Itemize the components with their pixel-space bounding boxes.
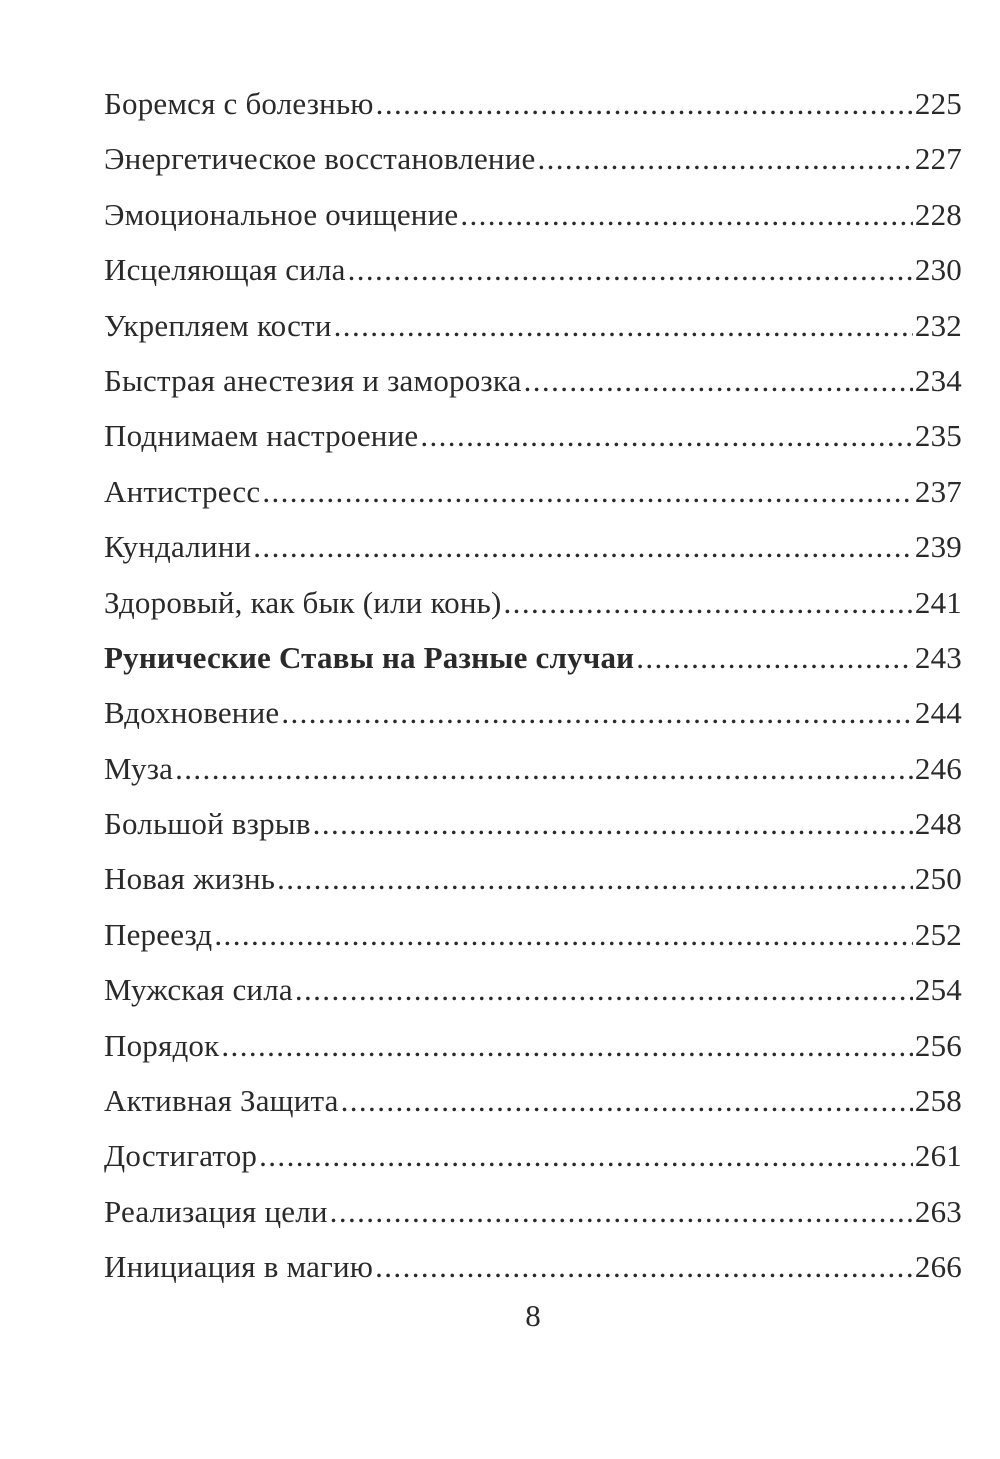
page-number: 8 xyxy=(525,1298,541,1333)
toc-entry xyxy=(104,187,962,242)
toc-entry xyxy=(104,298,962,353)
toc-entry-title: Мужская сила xyxy=(104,972,293,1008)
toc-entry xyxy=(104,741,962,796)
toc-section-title: Рунические Ставы на Разные случаи xyxy=(104,639,635,675)
toc-entry-title: Эмоциональное очищение xyxy=(104,196,459,232)
toc-entry xyxy=(104,131,962,186)
dot-leader xyxy=(341,1073,913,1128)
toc-entry xyxy=(104,1128,962,1183)
toc-entry-page: 244 xyxy=(914,695,962,731)
dot-leader xyxy=(334,298,913,353)
toc-entry xyxy=(104,685,962,740)
toc-entry-title: Поднимаем настроение xyxy=(104,418,419,454)
toc-entry xyxy=(104,796,962,851)
dot-leader xyxy=(175,741,913,796)
dot-leader xyxy=(504,575,913,630)
dot-leader xyxy=(375,1239,913,1294)
toc-entry-page: 225 xyxy=(914,86,962,121)
toc-entry-title: Муза xyxy=(104,750,174,786)
toc-entry-title: Новая жизнь xyxy=(104,861,276,897)
toc-entry xyxy=(104,353,962,408)
dot-leader xyxy=(348,242,913,297)
toc-entry xyxy=(104,1184,962,1239)
toc-entry-page: 261 xyxy=(914,1138,962,1174)
toc-entry-title: Кундалини xyxy=(104,529,252,565)
toc-entry xyxy=(104,1018,962,1073)
toc-entry-page: 243 xyxy=(914,639,962,675)
toc-entry xyxy=(104,907,962,962)
dot-leader xyxy=(330,1184,913,1239)
toc-entry-page: 250 xyxy=(914,861,962,897)
dot-leader xyxy=(420,408,913,463)
dot-leader xyxy=(262,464,913,519)
dot-leader xyxy=(636,630,913,685)
dot-leader xyxy=(460,187,913,242)
toc-entry-page: 235 xyxy=(914,418,962,454)
toc-entry xyxy=(104,408,962,463)
toc-entry-page: 246 xyxy=(914,750,962,786)
toc-entry-title: Инициация в магию xyxy=(104,1249,374,1285)
dot-leader xyxy=(253,519,913,574)
toc-entry-title: Порядок xyxy=(104,1027,220,1063)
dot-leader xyxy=(221,1018,913,1073)
toc-entry xyxy=(104,76,962,131)
toc-entry-page: 237 xyxy=(914,473,962,509)
toc-entry xyxy=(104,1239,962,1294)
toc-entry-page: 230 xyxy=(914,252,962,288)
toc-entry-title: Исцеляющая сила xyxy=(104,252,346,288)
toc-entry-page: 228 xyxy=(914,196,962,232)
toc-entry xyxy=(104,575,962,630)
toc-entry-title: Антистресс xyxy=(104,473,261,509)
toc-entry-title: Быстрая анестезия и заморозка xyxy=(104,362,522,398)
toc-entry-page: 234 xyxy=(914,362,962,398)
dot-leader xyxy=(313,796,913,851)
toc-entry-title: Достигатор xyxy=(104,1138,258,1174)
dot-leader xyxy=(295,962,913,1017)
toc-entry-page: 254 xyxy=(914,972,962,1008)
toc-entry-page: 258 xyxy=(914,1083,962,1119)
toc-entry-page: 256 xyxy=(914,1027,962,1063)
toc-entry-page: 241 xyxy=(914,584,962,620)
toc-entry xyxy=(104,519,962,574)
toc-entry-page: 266 xyxy=(914,1249,962,1285)
dot-leader xyxy=(524,353,913,408)
toc-entry xyxy=(104,464,962,519)
toc-entry-title: Большой взрыв xyxy=(104,806,311,842)
toc-entry-title: Активная Защита xyxy=(104,1083,339,1119)
dot-leader xyxy=(281,685,913,740)
dot-leader xyxy=(277,851,913,906)
toc-entry-page: 227 xyxy=(914,141,962,177)
toc-entry-title: Вдохновение xyxy=(104,695,280,731)
toc-section-heading xyxy=(104,630,962,685)
toc-entry-page: 263 xyxy=(914,1193,962,1229)
table-of-contents xyxy=(104,76,962,1295)
dot-leader xyxy=(214,907,912,962)
toc-entry-title: Боремся с болезнью xyxy=(104,86,374,121)
toc-entry-page: 252 xyxy=(914,916,962,952)
toc-entry-title: Энергетическое восстановление xyxy=(104,141,536,177)
toc-entry-title: Реализация цели xyxy=(104,1193,328,1229)
toc-entry-page: 232 xyxy=(914,307,962,343)
toc-entry-title: Укрепляем кости xyxy=(104,307,332,343)
dot-leader xyxy=(537,131,912,186)
toc-entry xyxy=(104,242,962,297)
toc-entry-page: 239 xyxy=(914,529,962,565)
toc-entry-page: 248 xyxy=(914,806,962,842)
toc-entry-title: Здоровый, как бык (или конь) xyxy=(104,584,502,620)
dot-leader xyxy=(376,76,913,131)
toc-entry xyxy=(104,1073,962,1128)
toc-entry xyxy=(104,962,962,1017)
toc-entry xyxy=(104,851,962,906)
dot-leader xyxy=(259,1128,913,1183)
toc-entry-title: Переезд xyxy=(104,916,213,952)
